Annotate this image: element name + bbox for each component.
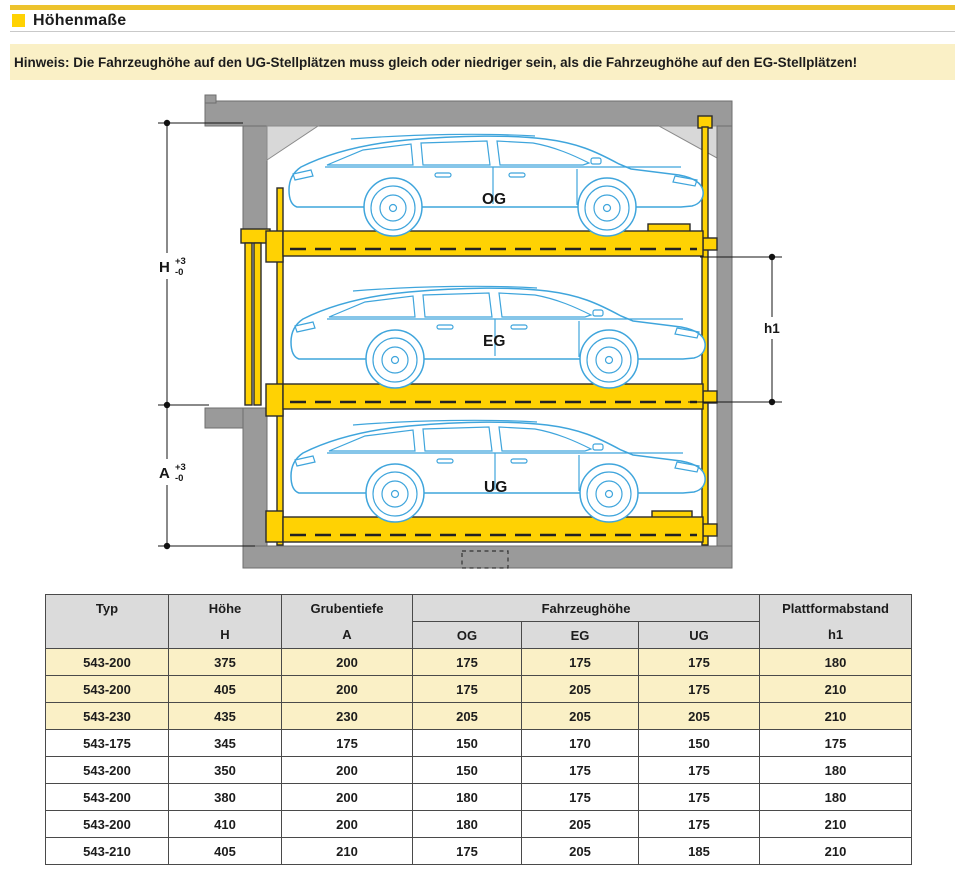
table-cell: 180 [413,784,522,811]
left-wall-upper [243,126,267,238]
col-header-hoehe: Höhe [169,595,282,622]
col-subheader-h1: h1 [760,622,912,649]
platform-og [266,224,717,262]
table-row [46,676,912,703]
dim-label-h1: h1 [764,321,780,336]
table-row [46,811,912,838]
col-subheader-a: A [282,622,413,649]
dimension-left [155,120,255,549]
top-accent-bar [10,5,955,10]
table-cell: 200 [282,676,413,703]
dim-tol-minus: -0 [175,267,184,278]
hint-bar [10,44,955,80]
col-subheader-h: H [169,622,282,649]
level-label-eg: EG [483,333,506,350]
pit-floor [243,546,732,568]
page-title: Höhenmaße [33,12,127,29]
title-bullet-icon [12,14,25,27]
table-cell: 175 [413,838,522,865]
table-cell: 405 [169,838,282,865]
hydraulic-cylinder [245,243,252,405]
table-cell: 180 [413,811,522,838]
table-cell: 170 [522,730,639,757]
title-divider [10,31,955,32]
col-header-typ: Typ [46,595,169,622]
table-cell: 175 [522,649,639,676]
table-row [46,784,912,811]
table-cell: 175 [639,757,760,784]
table-cell: 205 [413,703,522,730]
table-row [46,838,912,865]
col-header-grubentiefe: Grubentiefe [282,595,413,622]
dim-tol-minus: -0 [175,473,184,484]
table-cell: 205 [522,703,639,730]
table-cell: 543-175 [46,730,169,757]
table-cell: 543-200 [46,757,169,784]
table-cell: 205 [522,676,639,703]
dim-tol-plus: +3 [175,462,186,473]
table-cell: 175 [639,676,760,703]
table-cell: 405 [169,676,282,703]
table-cell: 175 [282,730,413,757]
table-cell: 375 [169,649,282,676]
table-header-row-1 [46,595,912,622]
table-cell: 200 [282,757,413,784]
table-cell: 180 [760,649,912,676]
table-cell: 175 [413,649,522,676]
table-body [46,649,912,865]
table-cell: 543-200 [46,649,169,676]
left-wall-basement [243,408,267,548]
table-cell: 205 [639,703,760,730]
table-cell: 185 [639,838,760,865]
ceiling-slab [205,101,732,126]
level-label-ug: UG [484,479,508,496]
table-cell: 175 [639,784,760,811]
table-cell: 200 [282,784,413,811]
table-cell: 543-230 [46,703,169,730]
table-cell: 230 [282,703,413,730]
table-cell: 150 [413,757,522,784]
table-cell: 175 [639,649,760,676]
platform-ug [266,511,717,542]
hydraulic-cylinder [254,243,261,405]
table-cell: 543-200 [46,811,169,838]
table-cell: 175 [522,757,639,784]
dim-label-H: H [159,259,170,276]
dimension-table [45,594,911,865]
table-cell: 345 [169,730,282,757]
table-cell: 543-210 [46,838,169,865]
col-subheader-empty [46,622,169,649]
platform-eg [266,384,717,416]
table-cell: 200 [282,811,413,838]
table-row [46,757,912,784]
table-cell: 175 [760,730,912,757]
table-cell: 350 [169,757,282,784]
col-subheader-og: OG [413,622,522,649]
table-cell: 543-200 [46,676,169,703]
table-cell: 210 [760,703,912,730]
col-header-plattformabstand: Plattformabstand [760,595,912,622]
ceiling-stub [205,95,216,103]
dim-label-A: A [159,465,170,482]
table-header-row-2 [46,622,912,649]
table-cell: 380 [169,784,282,811]
title-row [12,12,955,30]
guide-rail-right-cap [698,116,712,128]
table-cell: 200 [282,649,413,676]
table-row [46,730,912,757]
table-cell: 435 [169,703,282,730]
section-diagram [140,90,800,580]
col-header-fahrzeughoehe: Fahrzeughöhe [413,595,760,622]
level-label-og: OG [482,191,507,208]
table-cell: 205 [522,811,639,838]
table-cell: 175 [522,784,639,811]
car-og [289,134,703,236]
table-cell: 210 [760,811,912,838]
right-wall [717,126,732,568]
table-cell: 175 [639,811,760,838]
car-ug [291,420,705,522]
hint-text: Hinweis: Die Fahrzeughöhe auf den UG-Stellplätzen muss gleich oder niedriger sein, als die Fahrzeughöhe auf den EG-Stellplätzen! [14,54,858,70]
table-row [46,703,912,730]
table-cell: 410 [169,811,282,838]
table-cell: 210 [760,676,912,703]
table-cell: 180 [760,757,912,784]
col-subheader-ug: UG [639,622,760,649]
col-subheader-eg: EG [522,622,639,649]
table-cell: 180 [760,784,912,811]
table-cell: 175 [413,676,522,703]
table-row [46,649,912,676]
ceiling-haunch-left [267,126,318,160]
table-cell: 210 [282,838,413,865]
table-cell: 205 [522,838,639,865]
table-cell: 150 [639,730,760,757]
table-cell: 543-200 [46,784,169,811]
table-cell: 210 [760,838,912,865]
table-cell: 150 [413,730,522,757]
dim-tol-plus: +3 [175,256,186,267]
